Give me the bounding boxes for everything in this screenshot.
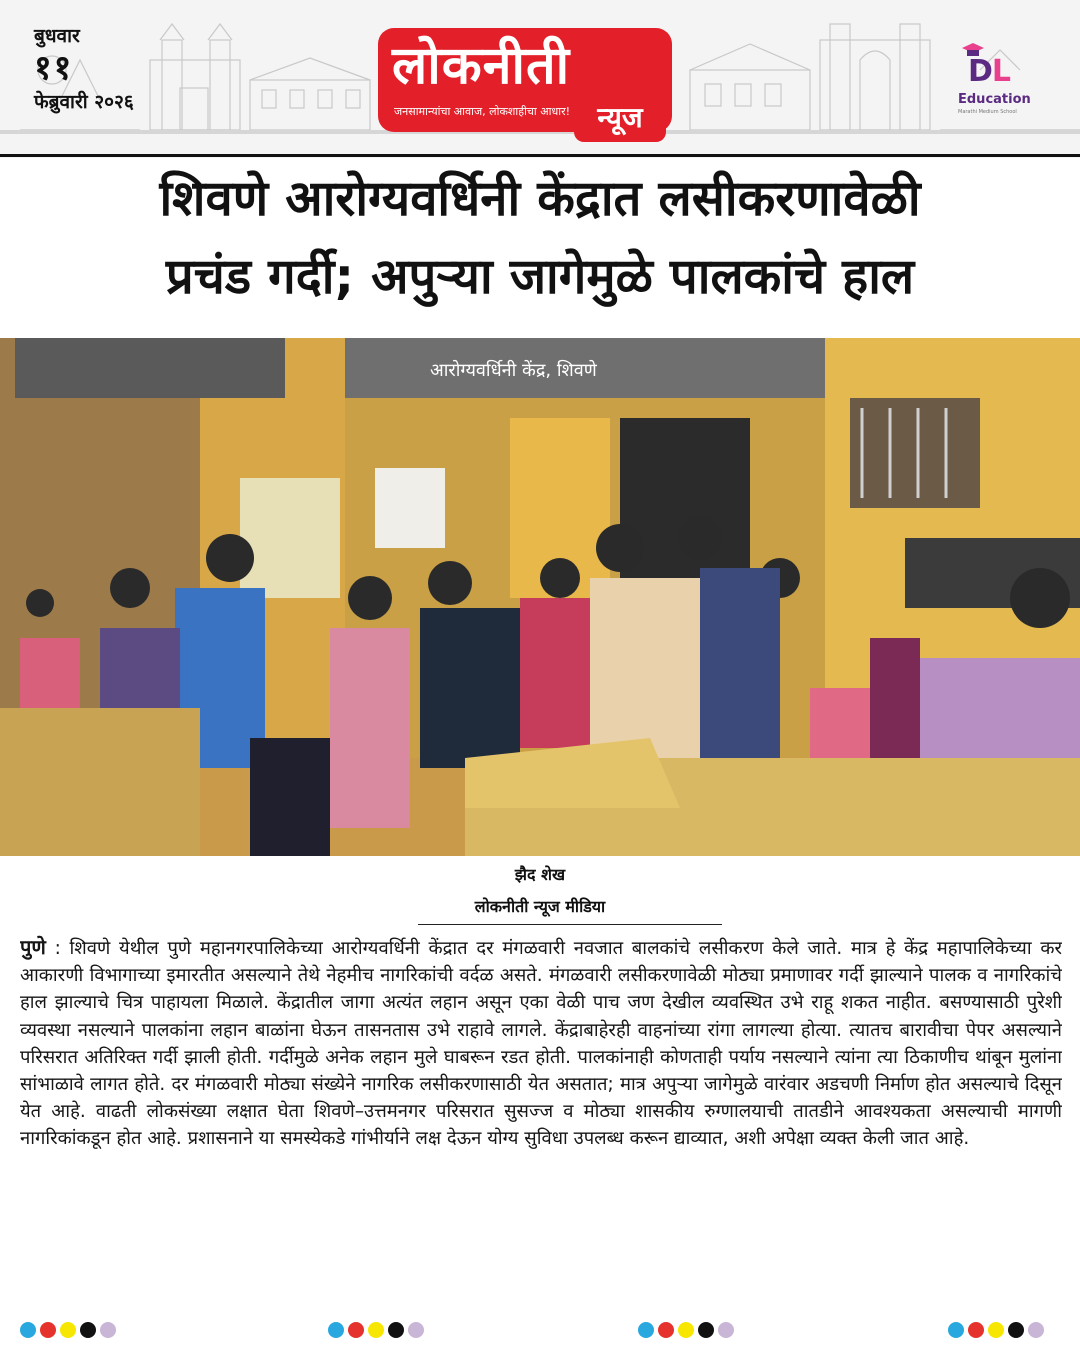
issue-date: [34, 22, 184, 114]
black-dot: [80, 1322, 96, 1338]
logo-title: लोकनीती: [392, 36, 571, 96]
masthead: [0, 0, 1080, 158]
lokniti-news-logo: [378, 20, 678, 144]
article-body: [20, 934, 1062, 1318]
black-dot: [1008, 1322, 1024, 1338]
yellow-dot: [60, 1322, 76, 1338]
yellow-dot: [368, 1322, 384, 1338]
article-dateline: पुणे: [20, 935, 46, 959]
headline-line-2: प्रचंड गर्दी; अपुऱ्या जागेमुळे पालकांचे हाल: [165, 248, 915, 305]
byline: [0, 862, 1080, 920]
dl-education-logo: [958, 42, 1048, 118]
dot-row-4: [948, 1322, 1044, 1338]
red-dot: [968, 1322, 984, 1338]
article-text: शिवणे येथील पुणे महानगरपालिकेच्या आरोग्यवर्धिनी केंद्रात दर मंगळवारी नवजात बालकांचे लसीकरण केले जाते. मात्र हे केंद्र महापालिकेच्या कर आकारणी विभागाच्या इमारतीत असल्याने तेथे नेहमीच नागरिकांची वर्दळ असते. मंगळवारी लसीकरणावेळी मोठ्या प्रमाणावर गर्दी झाल्याने पालक व नागरिकांचे हाल झाल्याचे चित्र पाहायला मिळाले. केंद्रातील जागा अत्यंत लहान असून एका वेळी पाच जण देखील व्यवस्थित उभे राहू शकत नाहीत. बसण्यासाठी पुरेशी व्यवस्था नसल्याने पालकांना लहान बाळांना घेऊन तासनतास उभे राहावे लागले. केंद्राबाहेरही वाहनांच्या रांगा लागल्या होत्या. त्यातच बारावीचा पेपर असल्याने परिसरात अतिरिक्त गर्दी झाली होती. गर्दीमुळे अनेक लहान मुले घाबरून रडत होती. पालकांनाही कोणताही पर्याय नसल्याने त्यांना त्या ठिकाणीच थांबून मुलांना सांभाळावे लागत होते. दर मंगळवारी मोठ्या संख्येने नागरिक लसीकरणासाठी येत असतात; मात्र अपुऱ्या जागेमुळे वारंवार अडचणी निर्माण होत असल्याचे दिसून येत आहे. वाढती लोकसंख्या लक्षात घेता शिवणे–उत्तमनगर परिसरात सुसज्ज व मोठ्या शासकीय रुग्णालयाची तातडीने आवश्यकता असल्याची मागणी नागरिकांकडून होत आहे. प्रशासनाने या समस्येकडे गांभीर्याने लक्ष देऊन योग्य सुविधा उपलब्ध करून द्याव्यात, अशी अपेक्षा व्यक्त केली जात आहे.: [20, 938, 1062, 1150]
reporter-name: झैद शेख: [514, 865, 566, 884]
logo-news-badge: न्यूज: [574, 96, 666, 142]
blue-dot: [948, 1322, 964, 1338]
blue-dot: [638, 1322, 654, 1338]
headline: [0, 160, 1080, 336]
lilac-dot: [718, 1322, 734, 1338]
yellow-dot: [678, 1322, 694, 1338]
dateline-separator: :: [45, 938, 70, 959]
masthead-rule: [0, 154, 1080, 157]
yellow-dot: [988, 1322, 1004, 1338]
health-centre-signboard: आरोग्यवर्धिनी केंद्र, शिवणे: [430, 360, 597, 381]
dl-education-name: Education: [958, 92, 1031, 107]
red-dot: [40, 1322, 56, 1338]
lilac-dot: [408, 1322, 424, 1338]
dot-row-2: [328, 1322, 424, 1338]
red-dot: [658, 1322, 674, 1338]
lilac-dot: [100, 1322, 116, 1338]
news-photo-crowd-at-health-centre: [0, 338, 1080, 856]
blue-dot: [20, 1322, 36, 1338]
dl-monogram: [968, 54, 1010, 89]
black-dot: [698, 1322, 714, 1338]
date-weekday: बुधवार: [34, 25, 80, 47]
lilac-dot: [1028, 1322, 1044, 1338]
red-dot: [348, 1322, 364, 1338]
black-dot: [388, 1322, 404, 1338]
dl-education-subtext: Marathi Medium School: [958, 109, 1017, 115]
dot-row-3: [638, 1322, 734, 1338]
headline-line-1: शिवणे आरोग्यवर्धिनी केंद्रात लसीकरणावेळी: [159, 170, 921, 227]
byline-divider: [418, 924, 722, 925]
media-org-name: लोकनीती न्यूज मीडिया: [474, 897, 606, 916]
blue-dot: [328, 1322, 344, 1338]
dot-row-1: [20, 1322, 116, 1338]
date-day-number: ११: [34, 48, 74, 88]
dl-monogram-l: L: [991, 54, 1011, 89]
logo-tagline: जनसामान्यांचा आवाज, लोकशाहीचा आधार!: [394, 105, 571, 118]
date-month-year: फेब्रुवारी २०२६: [34, 91, 134, 113]
dl-monogram-d: D: [968, 54, 992, 89]
